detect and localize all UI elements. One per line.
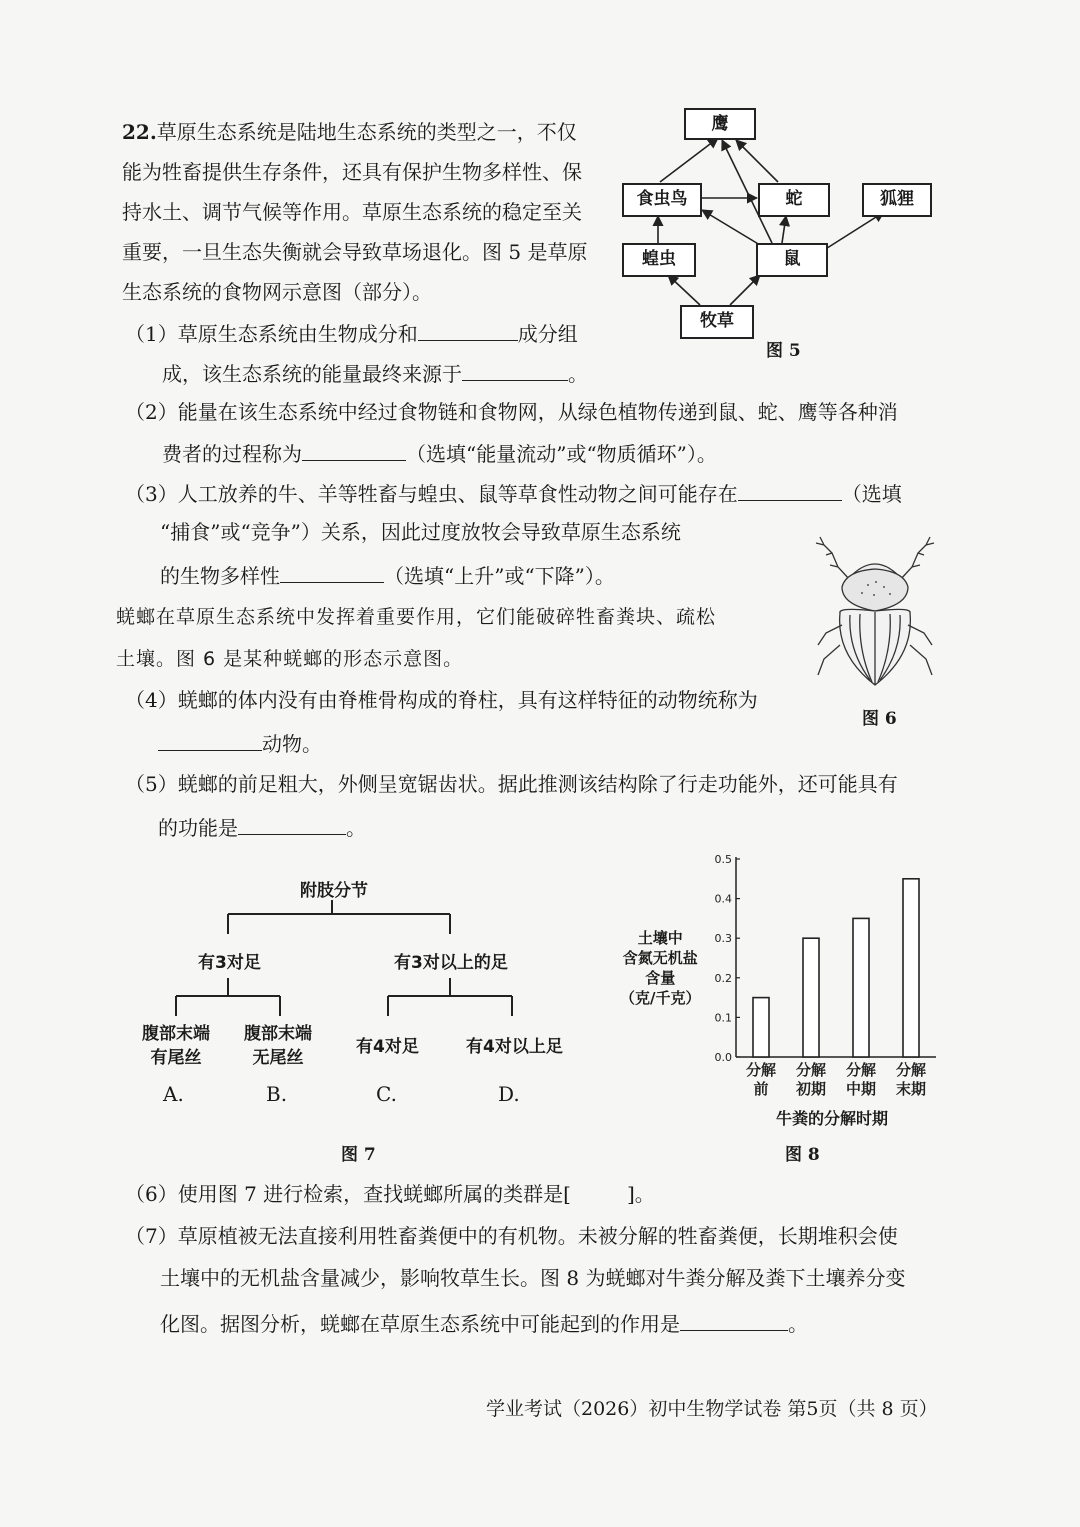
q4-line-2 — [158, 728, 322, 758]
question-intro-line-4: 重要，一旦生态失衡就会导致草场退化。图 5 是草原 — [122, 240, 588, 264]
chart-ylabel — [620, 928, 700, 1008]
dung-beetle-text-2: 土壤。图 6 是某种蜣螂的形态示意图。 — [116, 648, 464, 670]
q4-line-1: （4）蜣螂的体内没有由脊椎骨构成的脊柱，具有这样特征的动物统称为 — [125, 688, 758, 712]
key-leaf-b-line1: 腹部末端 — [244, 1024, 312, 1044]
chart-y-tick-label: 0.0 — [714, 1051, 732, 1064]
chart-xlabel: 牛粪的分解时期 — [776, 1109, 889, 1128]
q5-blank[interactable] — [238, 812, 346, 835]
chart-ylabel-line-4: （克/千克） — [620, 989, 701, 1007]
chart-ylabel-line-3: 含量 — [645, 969, 676, 987]
q3-line-3 — [160, 560, 615, 590]
q7-line-1: （7）草原植被无法直接利用牲畜粪便中的有机物。未被分解的牲畜粪便，长期堆积会使 — [125, 1224, 898, 1248]
q1-text-b: 成分组 — [517, 322, 578, 346]
chart-x-tick-label: 中期 — [845, 1080, 877, 1098]
q5-text-a: 的功能是 — [158, 816, 238, 840]
q3-blank-2[interactable] — [280, 560, 384, 583]
intro-text: 草原生态系统是陆地生态系统的类型之一，不仅 — [156, 120, 577, 144]
nitrogen-bar-chart — [700, 845, 950, 1105]
chart-x-tick-label: 初期 — [795, 1080, 827, 1098]
choice-b[interactable]: B. — [266, 1082, 288, 1106]
q3-blank-1[interactable] — [738, 478, 842, 501]
chart-y-tick-label: 0.1 — [714, 1011, 732, 1025]
food-web-arrows — [600, 100, 960, 340]
q3-text-c: 的生物多样性 — [160, 564, 280, 588]
question-intro-line-3: 持水土、调节气候等作用。草原生态系统的稳定至关 — [122, 200, 582, 224]
key-leaf-b — [244, 1022, 312, 1070]
q7-line-2: 土壤中的无机盐含量减少，影响牧草生长。图 8 为蜣螂对牛粪分解及粪下土壤养分变 — [160, 1266, 906, 1290]
q6-line-1 — [125, 1180, 655, 1208]
q5-text-b: 。 — [346, 816, 366, 840]
key-leaf-c: 有4对足 — [356, 1037, 419, 1057]
q1-text-c: 成，该生态系统的能量最终来源于 — [162, 362, 462, 386]
key-leaf-a — [142, 1022, 210, 1070]
choice-a[interactable]: A. — [163, 1082, 184, 1106]
key-root: 附肢分节 — [300, 881, 368, 901]
key-leaf-a-line1: 腹部末端 — [142, 1024, 210, 1044]
food-web-node-fox: 狐狸 — [862, 183, 932, 217]
chart-bar — [903, 879, 919, 1057]
question-intro-line-2: 能为牲畜提供生存条件，还具有保护生物多样性、保 — [122, 160, 582, 184]
food-web-node-bird: 食虫鸟 — [622, 183, 702, 217]
chart-x-tick-label: 分解 — [745, 1061, 777, 1079]
q6-text-a: （6）使用图 7 进行检索，查找蜣螂所属的类群是[ — [125, 1182, 571, 1206]
chart-ylabel-line-2: 含氮无机盐 — [622, 949, 698, 967]
chart-x-tick-label: 分解 — [845, 1061, 877, 1079]
question-intro-line-1 — [122, 118, 577, 146]
q4-blank[interactable] — [158, 728, 262, 751]
food-web-node-grass: 牧草 — [680, 305, 754, 339]
figure-7-label: 图 7 — [341, 1145, 376, 1165]
chart-bar — [853, 918, 869, 1057]
chart-x-tick-label: 分解 — [795, 1061, 827, 1079]
q1-text-d: 。 — [568, 362, 588, 386]
q4-text-b: 动物。 — [262, 732, 322, 756]
key-leaf-b-line2: 无尾丝 — [252, 1048, 304, 1068]
choice-d[interactable]: D. — [498, 1082, 520, 1106]
figure-8-label: 图 8 — [785, 1145, 820, 1165]
question-intro-line-5: 生态系统的食物网示意图（部分）。 — [122, 280, 432, 304]
chart-y-tick-label: 0.4 — [714, 892, 732, 906]
chart-y-tick-label: 0.3 — [714, 932, 732, 946]
chart-x-tick-label: 分解 — [895, 1061, 927, 1079]
q2-blank[interactable] — [302, 438, 406, 461]
q2-text-a: 费者的过程称为 — [162, 442, 302, 466]
chart-y-tick-label: 0.2 — [714, 971, 732, 985]
q7-text-a: 化图。据图分析，蜣螂在草原生态系统中可能起到的作用是 — [160, 1312, 680, 1336]
q5-line-1: （5）蜣螂的前足粗大，外侧呈宽锯齿状。据此推测该结构除了行走功能外，还可能具有 — [125, 772, 898, 796]
figure-6-label: 图 6 — [862, 709, 897, 729]
chart-bar — [753, 998, 769, 1057]
q3-text-b: （选填 — [841, 482, 902, 506]
figure-5-label: 图 5 — [766, 341, 801, 361]
chart-y-tick-label: 0.5 — [714, 853, 732, 866]
food-web-node-locust: 蝗虫 — [622, 243, 696, 277]
dung-beetle-image — [810, 535, 940, 705]
q6-text-b: ]。 — [626, 1182, 655, 1206]
chart-x-tick-label: 前 — [753, 1080, 769, 1098]
question-number: 22. — [122, 120, 157, 144]
q1-blank-2[interactable] — [462, 358, 568, 381]
chart-bar — [803, 938, 819, 1057]
q3-line-2: “捕食”或“竞争”）关系，因此过度放牧会导致草原生态系统 — [160, 520, 681, 544]
q1-line-1 — [125, 318, 578, 348]
q2-line-2 — [162, 438, 717, 468]
q1-blank-1[interactable] — [418, 318, 518, 341]
q7-line-3 — [160, 1308, 808, 1338]
key-right-branch: 有3对以上的足 — [394, 953, 508, 973]
q3-line-1 — [125, 478, 902, 508]
chart-ylabel-line-1: 土壤中 — [637, 929, 683, 947]
q2-line-1: （2）能量在该生态系统中经过食物链和食物网，从绿色植物传递到鼠、蛇、鹰等各种消 — [125, 400, 898, 424]
chart-x-tick-label: 末期 — [895, 1080, 927, 1098]
q2-text-b: （选填“能量流动”或“物质循环”）。 — [406, 442, 717, 466]
food-web-node-eagle: 鹰 — [684, 108, 756, 140]
choice-c[interactable]: C. — [376, 1082, 397, 1106]
key-left-branch: 有3对足 — [198, 953, 261, 973]
q7-blank[interactable] — [680, 1308, 788, 1331]
dung-beetle-text-1: 蜣螂在草原生态系统中发挥着重要作用，它们能破碎牲畜粪块、疏松 — [116, 606, 717, 628]
food-web-node-mouse: 鼠 — [756, 243, 828, 277]
q3-text-d: （选填“上升”或“下降”）。 — [384, 564, 615, 588]
food-web-node-snake: 蛇 — [758, 183, 830, 217]
q1-text-a: （1）草原生态系统由生物成分和 — [125, 322, 418, 346]
q3-text-a: （3）人工放养的牛、羊等牲畜与蝗虫、鼠等草食性动物之间可能存在 — [125, 482, 738, 506]
q5-line-2 — [158, 812, 366, 842]
q7-text-b: 。 — [788, 1312, 808, 1336]
page-footer: 学业考试（2026）初中生物学试卷 第5页（共 8 页） — [486, 1398, 938, 1420]
q1-line-2 — [162, 358, 588, 388]
key-leaf-a-line2: 有尾丝 — [150, 1048, 202, 1068]
key-leaf-d: 有4对以上足 — [466, 1037, 563, 1057]
